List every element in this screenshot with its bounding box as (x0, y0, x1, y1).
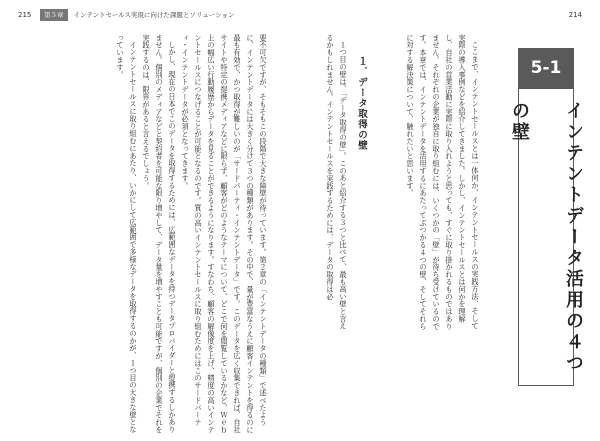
section-title: インテントデータ活用の４つの壁 (509, 101, 584, 374)
right-page-subsection-text (298, 34, 350, 334)
right-page-number: 214 (568, 11, 582, 19)
chapter-label: 第５章 (40, 9, 68, 21)
body-paragraph: インテントセールスに取り組むにあたり、いかにして広範囲で多様なデータを取得するのかが、１つ目の大きな壁となっています。 (116, 34, 138, 434)
section-heading (509, 48, 584, 388)
page-header (0, 8, 600, 22)
body-paragraph: 要不可欠ですが、そもそもこの段階で大きな障壁が待っています。第２章の「インテントデータの種類」で述べたように、インテントデータには大きく分けて３つの種類があります。その中で、量が豊富なうえに顧客インテントを得るのに最も有効で、かつ取得が難しいのが「サードパーティ・インテントデータ」です。このデータを広く収集できれば、自社サイトや特定の提携メディアなどに限らず、顧客がどのようなテーマについて、どこで何を閲覧しているかなど、Ｗｅｂ上の幅広い行動履歴からデータを見ることができるようになります。すなわち、顧客の解像度を上げ、精度の高いインテントセールスにつなげることが可能となるのです。質の高いインテントセールスに取り組むためにはこのサードパーティ・インテントデータが必須となってきます。 (181, 34, 268, 434)
left-page-body (55, 34, 270, 434)
subsection-paragraph: １つ目の壁は、「データ取得の壁」。このあと紹介する３つと比べて、最も高い壁と言えるかもしれません。インテントセールスを実践するためには、データの取得は必 (326, 34, 348, 330)
section-title-box (509, 88, 584, 386)
running-title: インテントセールス実現に向けた課題とソリューション (73, 11, 235, 19)
left-page-number: 215 (18, 11, 32, 19)
subsection-heading: １．データ取得の壁 (356, 56, 367, 151)
section-number: 5-1 (518, 48, 574, 88)
intro-paragraph: ここまで、インテントセールスとは一体何か、インテントセールスの実践方法、そして実際の導入事例などを紹介してきました。しかし、インテントセールスとは何かを理解し、自社の営業活動に実際に取り入れようと思っても、すぐに取り掛かれるものではありません。それぞれの企業が独自に取り組むには、いくつかの「壁」が待ち受けているのです。本章では、インテントデータを活用するにあたってぶつかる４つの壁、そしてそれらに対する解決策について、触れたいと思います。 (406, 34, 480, 330)
running-header (40, 8, 234, 22)
body-paragraph: しかし、現在の日本でこのデータを取得するためには、広範囲なデータを持つデータプロバイダーと提携するしかありません。個別のメディアなどと契約者を可能な限り増やして、データ量を増やすことも可能ですが、個別の企業でそれを実践するのは、限界があると言えるでしょう。 (142, 34, 177, 434)
